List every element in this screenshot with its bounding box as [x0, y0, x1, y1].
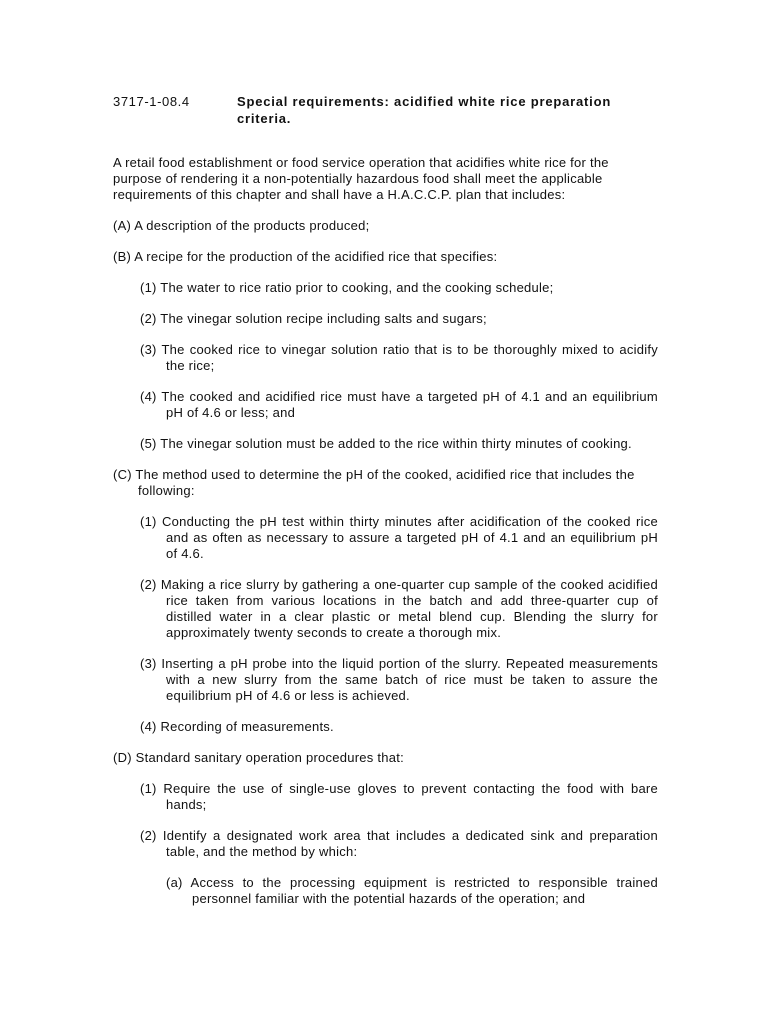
item-b-1: (1) The water to rice ratio prior to cooking, and the cooking schedule; [140, 280, 554, 295]
item-a: (A) A description of the products produced; [113, 218, 370, 233]
item-d-1: (1) Require the use of single-use gloves to prevent contacting the food with bare hands; [140, 781, 658, 812]
intro-paragraph: A retail food establishment or food service operation that acidifies white rice for the purpose of rendering it a non-potentially hazardous food shall meet the applicable requirements of this chapter and shall have a H.A.C.C.P. plan that includes: [113, 155, 609, 202]
item-c-2: (2) Making a rice slurry by gathering a one-quarter cup sample of the cooked acidified rice taken from various locations in the batch and add three-quarter cup of distilled water in a clear plastic or metal blend cup. Blending the slurry for approximately twenty seconds to create a thorough mix. [140, 577, 658, 640]
document-body [113, 155, 658, 907]
item-c-4: (4) Recording of measurements. [140, 719, 334, 734]
item-b-4: (4) The cooked and acidified rice must have a targeted pH of 4.1 and an equilibrium pH of 4.6 or less; and [140, 389, 658, 420]
item-b-2: (2) The vinegar solution recipe including salts and sugars; [140, 311, 487, 326]
item-c-3: (3) Inserting a pH probe into the liquid portion of the slurry. Repeated measurements with a new slurry from the same batch of rice must be taken to assure the equilibrium pH of 4.6 or less is achieved. [140, 656, 658, 703]
item-c: (C) The method used to determine the pH of the cooked, acidified rice that includes the following: [113, 467, 635, 498]
item-d-2: (2) Identify a designated work area that includes a dedicated sink and preparation table, and the method by which: [140, 828, 658, 859]
item-b-3: (3) The cooked rice to vinegar solution ratio that is to be thoroughly mixed to acidify the rice; [140, 342, 658, 373]
section-title: Special requirements: acidified white rice preparation criteria. [237, 94, 612, 126]
item-b: (B) A recipe for the production of the acidified rice that specifies: [113, 249, 498, 264]
item-d-2-a: (a) Access to the processing equipment is restricted to responsible trained personnel familiar with the potential hazards of the operation; and [166, 875, 658, 906]
item-d: (D) Standard sanitary operation procedures that: [113, 750, 404, 765]
section-number: 3717-1-08.4 [113, 94, 190, 109]
item-c-1: (1) Conducting the pH test within thirty minutes after acidification of the cooked rice and as often as necessary to assure a targeted pH of 4.1 and an equilibrium pH of 4.6. [140, 514, 658, 561]
item-b-5: (5) The vinegar solution must be added to the rice within thirty minutes of cooking. [140, 436, 632, 451]
